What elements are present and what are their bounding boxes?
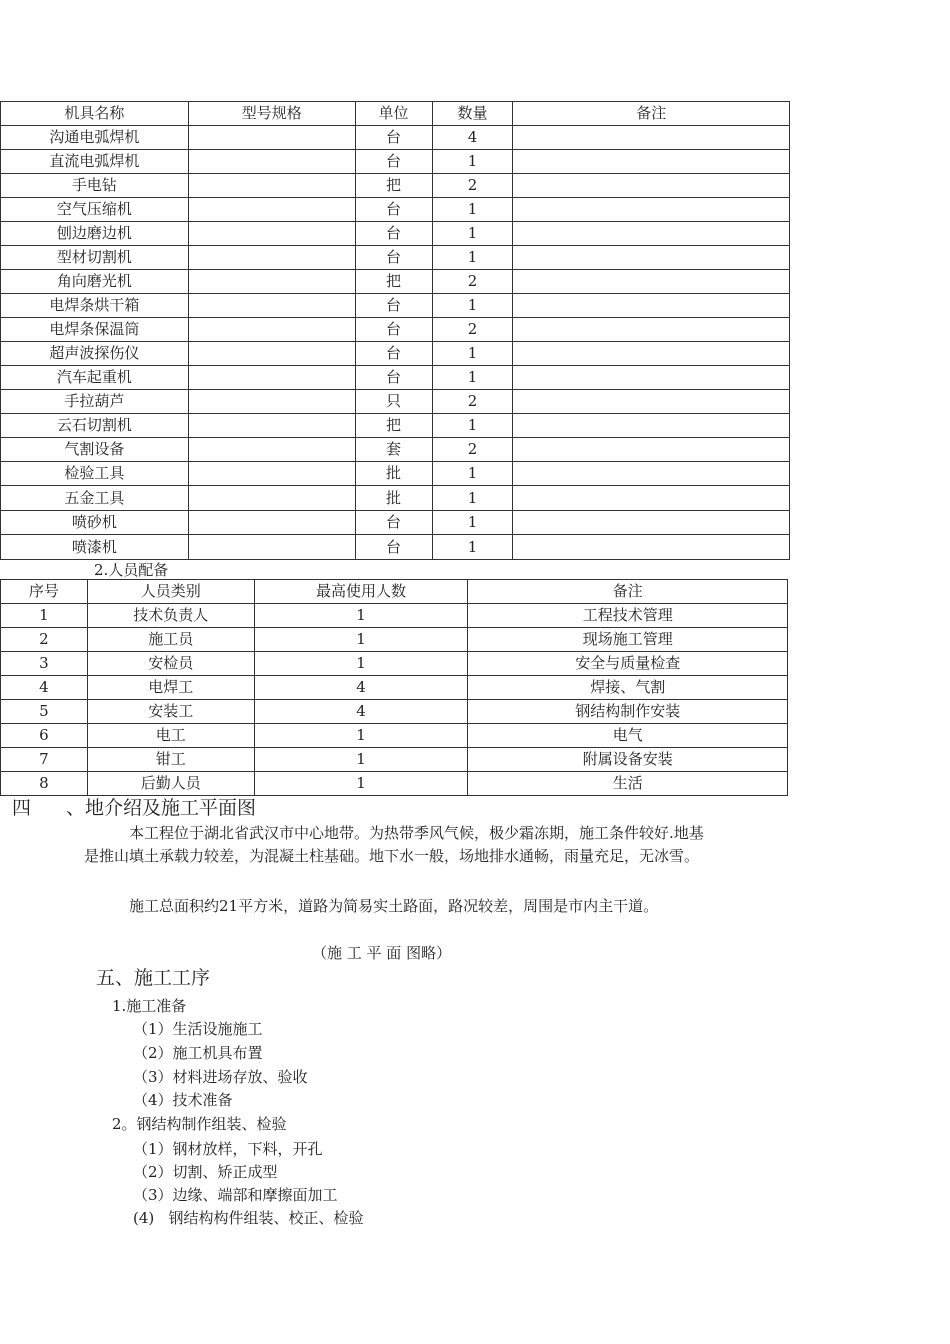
staff-cell-count: 1 [254,604,468,628]
equipment-cell-qty: 1 [432,246,513,270]
equipment-cell-name: 手电钻 [1,174,189,198]
step1-item: （2）施工机具布置 [133,1044,263,1062]
step2-item: (4) 钢结构构件组装、校正、检验 [133,1209,364,1227]
equipment-cell-name: 角向磨光机 [1,270,189,294]
equipment-cell-name: 刨边磨边机 [1,222,189,246]
equipment-table [0,101,790,560]
equipment-cell-name: 电焊条烘干箱 [1,294,189,318]
staff-header-count: 最高使用人数 [254,580,468,604]
equipment-cell-unit: 把 [355,174,432,198]
equipment-cell-qty: 1 [432,462,513,486]
equipment-cell-qty: 2 [432,318,513,342]
equipment-cell-model [188,438,355,462]
equipment-cell-note [513,126,790,150]
equipment-header-model: 型号规格 [188,102,355,126]
equipment-cell-model [188,318,355,342]
equipment-cell-qty: 2 [432,270,513,294]
staff-cell-count: 4 [254,700,468,724]
equipment-cell-model [188,390,355,414]
staff-cell-type: 电焊工 [87,676,254,700]
section5-title: 五、施工工序 [96,967,211,989]
equipment-cell-model [188,366,355,390]
equipment-cell-model [188,126,355,150]
equipment-cell-note [513,438,790,462]
staff-cell-type: 施工员 [87,628,254,652]
staff-cell-note: 工程技术管理 [468,604,788,628]
staff-cell-no: 2 [1,628,88,652]
equipment-cell-qty: 1 [432,535,513,560]
table-row [1,652,788,676]
equipment-cell-note [513,318,790,342]
staff-cell-no: 3 [1,652,88,676]
equipment-cell-unit: 台 [355,246,432,270]
equipment-cell-unit: 台 [355,318,432,342]
equipment-cell-model [188,511,355,535]
equipment-cell-name: 型材切割机 [1,246,189,270]
equipment-cell-qty: 4 [432,126,513,150]
table-row [1,294,790,318]
table-row [1,438,790,462]
equipment-cell-unit: 台 [355,511,432,535]
table-row [1,126,790,150]
equipment-cell-note [513,535,790,560]
table-row [1,246,790,270]
staff-cell-note: 电气 [468,724,788,748]
staff-cell-no: 7 [1,748,88,772]
section4-number: 四 [12,797,32,819]
equipment-cell-note [513,150,790,174]
staff-cell-type: 安装工 [87,700,254,724]
equipment-cell-unit: 套 [355,438,432,462]
table-row [1,150,790,174]
equipment-cell-unit: 批 [355,486,432,511]
step2-item: （3）边缘、端部和摩擦面加工 [133,1186,338,1204]
equipment-cell-name: 喷漆机 [1,535,189,560]
equipment-cell-model [188,462,355,486]
equipment-header-name: 机具名称 [1,102,189,126]
table-row [1,270,790,294]
staff-cell-count: 1 [254,724,468,748]
equipment-cell-note [513,174,790,198]
equipment-cell-model [188,342,355,366]
staff-cell-note: 附属设备安装 [468,748,788,772]
section4-title: 、地介绍及施工平面图 [66,797,257,819]
equipment-cell-qty: 1 [432,342,513,366]
table-row [1,342,790,366]
staff-header-row [1,580,788,604]
table-row [1,390,790,414]
staff-table [0,579,788,796]
equipment-cell-name: 云石切割机 [1,414,189,438]
equipment-cell-model [188,198,355,222]
staff-cell-count: 1 [254,772,468,796]
equipment-cell-unit: 台 [355,198,432,222]
equipment-cell-qty: 1 [432,366,513,390]
table-row [1,748,788,772]
staff-cell-count: 1 [254,652,468,676]
equipment-cell-unit: 台 [355,535,432,560]
equipment-cell-unit: 只 [355,390,432,414]
equipment-cell-name: 五金工具 [1,486,189,511]
step2-item: （2）切割、矫正成型 [133,1163,278,1181]
table-row [1,676,788,700]
equipment-cell-unit: 台 [355,150,432,174]
equipment-cell-name: 喷砂机 [1,511,189,535]
equipment-table-body [1,126,790,560]
staff-cell-no: 1 [1,604,88,628]
equipment-cell-qty: 1 [432,511,513,535]
table-row [1,511,790,535]
equipment-cell-unit: 台 [355,342,432,366]
equipment-cell-qty: 1 [432,198,513,222]
table-row [1,462,790,486]
equipment-cell-qty: 2 [432,390,513,414]
equipment-header-row [1,102,790,126]
section4-paragraph-2: 施工总面积约21平方米，道路为简易实土路面，路况较差，周围是市内主干道。 [129,897,659,915]
table-row [1,772,788,796]
equipment-cell-model [188,486,355,511]
equipment-cell-note [513,390,790,414]
equipment-cell-name: 手拉葫芦 [1,390,189,414]
equipment-cell-model [188,222,355,246]
table-row [1,628,788,652]
staff-cell-type: 后勤人员 [87,772,254,796]
staff-header-type: 人员类别 [87,580,254,604]
equipment-cell-unit: 台 [355,366,432,390]
equipment-cell-note [513,222,790,246]
equipment-cell-note [513,246,790,270]
equipment-cell-qty: 2 [432,438,513,462]
equipment-cell-qty: 1 [432,150,513,174]
staff-table-body [1,604,788,796]
table-row [1,724,788,748]
equipment-cell-qty: 1 [432,222,513,246]
equipment-cell-unit: 台 [355,126,432,150]
equipment-cell-unit: 台 [355,294,432,318]
equipment-cell-name: 沟通电弧焊机 [1,126,189,150]
staff-cell-count: 1 [254,748,468,772]
equipment-cell-model [188,150,355,174]
equipment-cell-name: 检验工具 [1,462,189,486]
staff-cell-note: 焊接、气割 [468,676,788,700]
table-row [1,700,788,724]
equipment-cell-name: 气割设备 [1,438,189,462]
equipment-cell-unit: 把 [355,270,432,294]
table-row [1,174,790,198]
equipment-cell-model [188,535,355,560]
staff-cell-note: 钢结构制作安装 [468,700,788,724]
staff-cell-type: 安检员 [87,652,254,676]
equipment-cell-note [513,511,790,535]
staff-cell-type: 钳工 [87,748,254,772]
staff-cell-count: 4 [254,676,468,700]
equipment-cell-note [513,270,790,294]
figure-note: （施 工 平 面 图略） [312,944,452,962]
step1-item: （1）生活设施施工 [133,1020,263,1038]
staff-header-note: 备注 [468,580,788,604]
table-row [1,366,790,390]
equipment-cell-model [188,246,355,270]
table-row [1,198,790,222]
equipment-cell-name: 空气压缩机 [1,198,189,222]
staff-cell-count: 1 [254,628,468,652]
staff-cell-note: 安全与质量检查 [468,652,788,676]
table-row [1,222,790,246]
step1-item: （4）技术准备 [133,1091,233,1109]
equipment-cell-note [513,366,790,390]
equipment-cell-note [513,462,790,486]
equipment-cell-name: 电焊条保温筒 [1,318,189,342]
equipment-cell-name: 超声波探伤仪 [1,342,189,366]
equipment-header-note: 备注 [513,102,790,126]
staff-cell-type: 电工 [87,724,254,748]
staff-cell-no: 6 [1,724,88,748]
equipment-cell-name: 汽车起重机 [1,366,189,390]
equipment-cell-qty: 2 [432,174,513,198]
table-row [1,486,790,511]
equipment-cell-unit: 批 [355,462,432,486]
equipment-cell-qty: 1 [432,414,513,438]
equipment-cell-model [188,174,355,198]
step2-heading: 2。钢结构制作组装、检验 [112,1115,287,1133]
staff-cell-no: 8 [1,772,88,796]
equipment-cell-unit: 把 [355,414,432,438]
equipment-cell-model [188,294,355,318]
staff-cell-type: 技术负责人 [87,604,254,628]
staff-cell-no: 4 [1,676,88,700]
equipment-header-qty: 数量 [432,102,513,126]
staff-cell-note: 现场施工管理 [468,628,788,652]
equipment-cell-note [513,294,790,318]
table-row [1,535,790,560]
staff-header-no: 序号 [1,580,88,604]
table-row [1,414,790,438]
table-row [1,604,788,628]
equipment-cell-qty: 1 [432,294,513,318]
equipment-cell-qty: 1 [432,486,513,511]
table-row [1,318,790,342]
section4-paragraph-1: 本工程位于湖北省武汉市中心地带。为热带季风气候，极少霜冻期，施工条件较好.地基是推山填土承载力较差，为混凝土柱基础。地下水一般，场地排水通畅，雨量充足，无冰雪。 [84,824,704,865]
equipment-cell-note [513,414,790,438]
equipment-cell-model [188,414,355,438]
staff-caption: 2.人员配备 [94,561,169,579]
step1-item: （3）材料进场存放、验收 [133,1068,308,1086]
equipment-cell-note [513,342,790,366]
equipment-cell-name: 直流电弧焊机 [1,150,189,174]
equipment-cell-model [188,270,355,294]
step2-item: （1）钢材放样，下料，开孔 [133,1140,323,1158]
staff-cell-note: 生活 [468,772,788,796]
staff-cell-no: 5 [1,700,88,724]
equipment-cell-note [513,198,790,222]
step1-heading: 1.施工准备 [112,997,187,1015]
equipment-cell-note [513,486,790,511]
equipment-cell-unit: 台 [355,222,432,246]
equipment-header-unit: 单位 [355,102,432,126]
